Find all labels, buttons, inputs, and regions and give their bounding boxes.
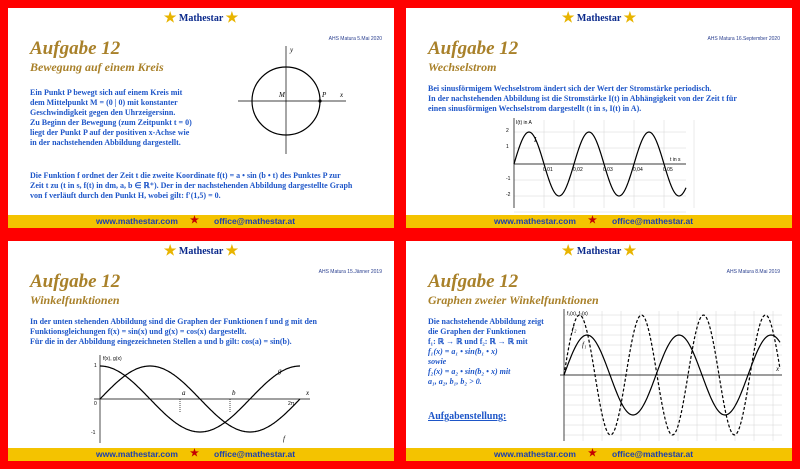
text-line: Die nachstehende Abbildung zeigt [428,317,544,326]
m-label: M [279,91,285,99]
footer-bar [8,448,394,461]
brand-banner [406,10,792,27]
star-icon: ★ [225,244,239,259]
slide-header [8,241,394,267]
text-line: Geschwindigkeit gegen den Uhrzeigersinn. [30,108,176,117]
text-line: Funktionsgleichungen f(x) = sin(x) und g(x) = cos(x) dargestellt. [30,327,247,336]
x-tick: 0,04 [633,167,643,173]
star-icon: ★ [190,448,199,459]
y-axis-label: f(x), g(x) [103,356,122,362]
text-line: In der unten stehenden Abbildung sind die Graphen der Funktionen f und g mit den [30,317,317,326]
brand-banner [406,243,792,260]
email-link[interactable]: office@mathestar.at [214,449,296,459]
exam-date: AHS Matura 5.Mai 2020 [328,36,382,42]
slide-title: Aufgabe 12 [428,38,519,59]
slide-1[interactable] [8,8,394,228]
slide-subtitle: Winkelfunktionen [30,293,120,307]
star-icon: ★ [623,244,637,259]
x-label: x [306,389,310,397]
y-tick: -1 [506,176,511,182]
slide-subtitle: Bewegung auf einem Kreis [30,60,164,74]
y-tick: 1 [506,144,509,150]
text-line: f₁: ℝ → ℝ und f₂: ℝ → ℝ mit [428,337,528,346]
x-tick: 0,05 [663,167,673,173]
x-label: x [340,91,344,99]
y-tick: 2 [506,128,509,134]
text-line: in der nachstehenden Abbildung dargestellt. [30,138,181,147]
star-icon: ★ [225,11,239,26]
circle-figure [236,44,356,156]
current-figure [506,116,696,211]
y-axis-label: I(t) in A [516,120,532,126]
star-icon: ★ [561,11,575,26]
website-link[interactable]: www.mathestar.com [96,449,178,459]
text-line: einen sinusförmigen Wechselstrom dargestellt (t in s, I(t) in A). [428,104,642,113]
brand-banner [8,10,394,27]
f-label: f [283,435,285,443]
text-line: sowie [428,357,447,366]
star-icon: ★ [588,448,597,459]
text-line: f₁(x) = a₁ • sin(b₁ • x) [428,347,498,356]
task-text [428,84,788,114]
x-label: x [776,365,780,373]
slide-subtitle: Wechselstrom [428,60,497,74]
slide-header [8,8,394,34]
slide-header [406,241,792,267]
sine-graphs-figure [556,307,786,443]
task-text [428,317,558,387]
footer-bar [406,215,792,228]
star-icon: ★ [588,215,597,226]
p-label: P [322,91,327,99]
y-tick: 1 [94,363,97,369]
star-icon: ★ [190,215,199,226]
slide-title: Aufgabe 12 [428,271,519,292]
brand-name: Mathestar [576,12,622,24]
star-icon: ★ [623,11,637,26]
text-line: In der nachstehenden Abbildung ist die Stromstärke I(t) in Abhängigkeit von der Zeit t für [428,94,737,103]
g-label: g [278,367,282,375]
exam-date: AHS Matura 16.September 2020 [707,36,780,42]
y-tick: -1 [91,430,96,436]
footer-bar [406,448,792,461]
text-line: f₂(x) = a₂ • sin(b₂ • x) mit [428,367,511,376]
website-link[interactable]: www.mathestar.com [96,216,178,226]
f1-label: f₁ [582,341,587,349]
x-tick: 2π [288,401,295,407]
x-tick: 0,02 [573,167,583,173]
text-line: liegt der Punkt P auf der positiven x-Achse wie [30,128,190,137]
x-tick: 0,01 [543,167,553,173]
slide-title: Aufgabe 12 [30,271,121,292]
slide-3[interactable] [8,241,394,461]
website-link[interactable]: www.mathestar.com [494,449,576,459]
task-text-2 [30,171,390,201]
point-p [318,99,321,102]
brand-name: Mathestar [178,12,224,24]
y-tick: -2 [506,192,511,198]
text-line: Für die in der Abbildung eingezeichneten Stellen a und b gilt: cos(a) = sin(b). [30,337,292,346]
email-link[interactable]: office@mathestar.at [214,216,296,226]
task-text [30,88,240,148]
website-link[interactable]: www.mathestar.com [494,216,576,226]
x-tick: 0,03 [603,167,613,173]
text-line: Bei sinusförmigem Wechselstrom ändert sich der Wert der Stromstärke periodisch. [428,84,712,93]
footer-bar [8,215,394,228]
text-line: Zu Beginn der Bewegung (zum Zeitpunkt t = 0) [30,118,192,127]
y-label: y [290,46,294,54]
exam-date: AHS Matura 8.Mai 2019 [726,269,780,275]
email-link[interactable]: office@mathestar.at [612,449,694,459]
text-line: Die Funktion f ordnet der Zeit t die zweite Koordinate f(t) = a • sin (b • t) des Punktes P zur [30,171,341,180]
task-heading: Aufgabenstellung: [428,411,507,422]
text-line: Zeit t zu (t in s, f(t) in dm, a, b ∈ ℝ⁺). Der in der nachstehenden Abbildung dargestellte Graph [30,181,353,190]
origin-label: 0 [94,401,97,407]
b-label: b [232,389,236,397]
text-line: Ein Punkt P bewegt sich auf einem Kreis mit [30,88,183,97]
curve-label: I [534,136,537,144]
text-line: a₁, a₂, b₁, b₂ > 0. [428,377,482,386]
exam-date: AHS Matura 15.Jänner 2019 [318,269,382,275]
a-label: a [182,389,186,397]
slide-subtitle: Graphen zweier Winkelfunktionen [428,293,599,307]
slide-header [406,8,792,34]
slide-title: Aufgabe 12 [30,38,121,59]
x-axis-label: t in s [670,157,681,163]
slide-4[interactable] [406,241,792,461]
text-line: dem Mittelpunkt M = (0 | 0) mit konstanter [30,98,178,107]
brand-banner [8,243,394,260]
y-axis-label: f₁(x), f₂(x) [567,311,588,317]
f2-label: f₂ [572,325,577,333]
brand-name: Mathestar [178,245,224,257]
star-icon: ★ [163,11,177,26]
brand-name: Mathestar [576,245,622,257]
text-line: die Graphen der Funktionen [428,327,526,336]
star-icon: ★ [163,244,177,259]
sin-cos-figure [88,353,318,445]
text-line: von f verläuft durch den Punkt H, wobei gilt: f'(1,5) = 0. [30,191,221,200]
star-icon: ★ [561,244,575,259]
task-text [30,317,390,347]
email-link[interactable]: office@mathestar.at [612,216,694,226]
slide-2[interactable] [406,8,792,228]
